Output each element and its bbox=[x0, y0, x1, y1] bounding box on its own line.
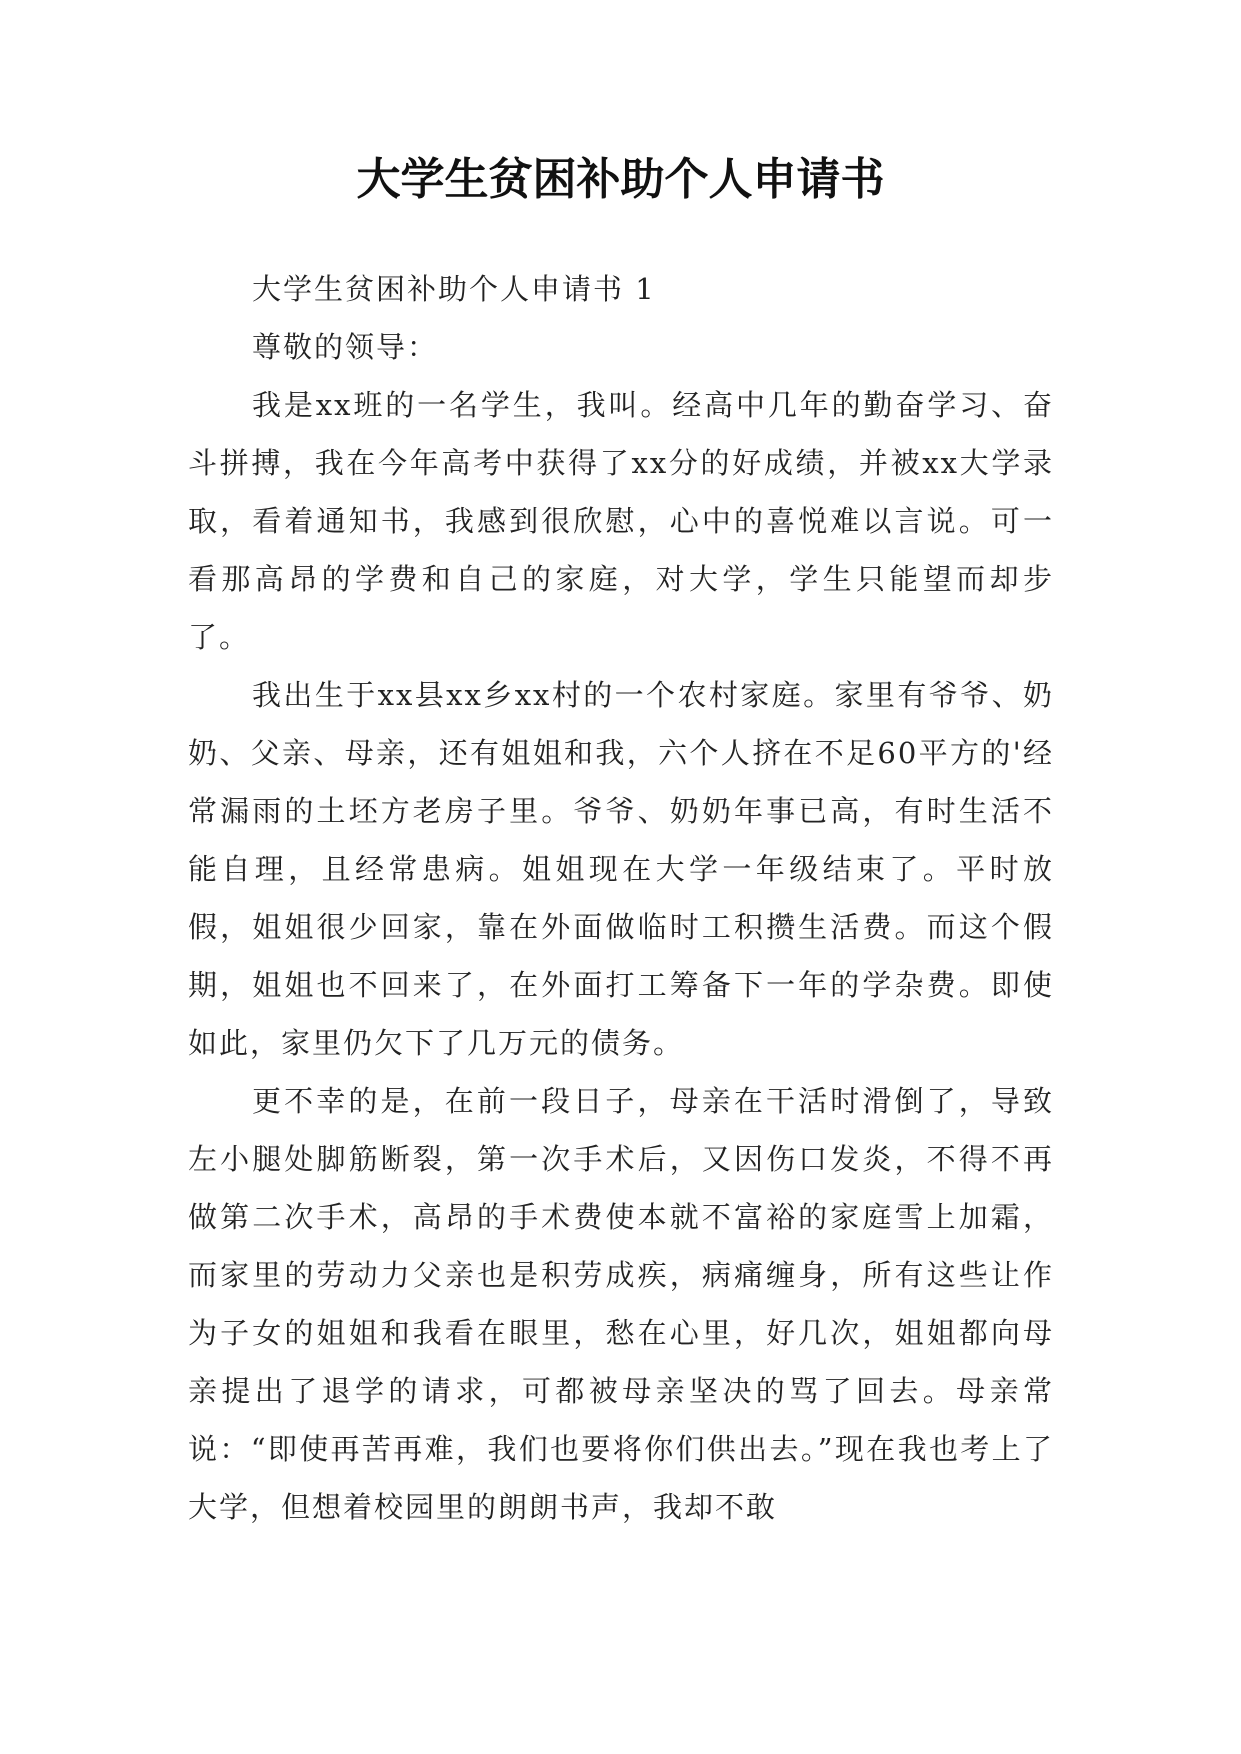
salutation: 尊敬的领导： bbox=[252, 330, 439, 364]
document-title: 大学生贫困补助个人申请书 bbox=[356, 154, 885, 205]
document-subtitle: 大学生贫困补助个人申请书 1 bbox=[252, 272, 656, 306]
paragraph-1: 我是xx班的一名学生，我叫。经高中几年的勤奋学习、奋斗拼搏，我在今年高考中获得了xx分的好成绩，并被xx大学录取，看着通知书，我感到很欣慰，心中的喜悦难以言说。可一看那高昂的学费和自己的家庭，对大学，学生只能望而却步了。 bbox=[188, 388, 1054, 654]
document-body bbox=[188, 260, 1054, 1536]
paragraph-3: 更不幸的是，在前一段日子，母亲在干活时滑倒了，导致左小腿处脚筋断裂，第一次手术后，又因伤口发炎，不得不再做第二次手术，高昂的手术费使本就不富裕的家庭雪上加霜，而家里的劳动力父亲也是积劳成疾，病痛缠身，所有这些让作为子女的姐姐和我看在眼里，愁在心里，好几次，姐姐都向母亲提出了退学的请求，可都被母亲坚决的骂了回去。母亲常说：“即使再苦再难，我们也要将你们供出去。”现在我也考上了大学，但想着校园里的朗朗书声，我却不敢 bbox=[188, 1084, 1054, 1524]
paragraph-2: 我出生于xx县xx乡xx村的一个农村家庭。家里有爷爷、奶奶、父亲、母亲，还有姐姐和我，六个人挤在不足60平方的'经常漏雨的土坯方老房子里。爷爷、奶奶年事已高，有时生活不能自理，且经常患病。姐姐现在大学一年级结束了。平时放假，姐姐很少回家，靠在外面做临时工积攒生活费。而这个假期，姐姐也不回来了，在外面打工筹备下一年的学杂费。即使如此，家里仍欠下了几万元的债务。 bbox=[188, 678, 1054, 1060]
